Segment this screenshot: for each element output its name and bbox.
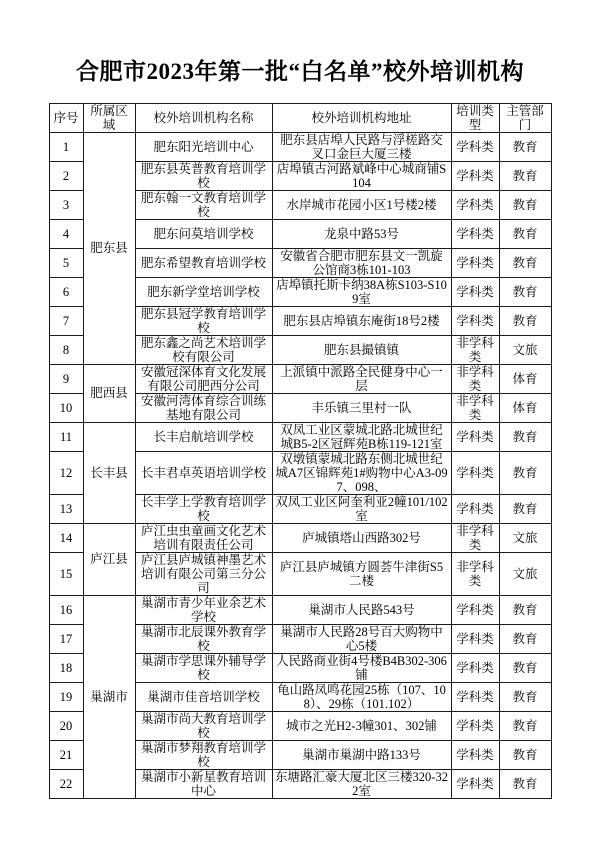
row-number-cell: 22	[49, 769, 83, 798]
institution-name-cell: 巢湖市梦翔教育培训学校	[135, 740, 272, 769]
training-type-cell: 非学科类	[451, 552, 499, 595]
institution-name-cell: 肥东希望教育培训学校	[135, 248, 272, 277]
table-body	[49, 132, 551, 798]
institution-name-cell: 肥东县英普教育培训学校	[135, 161, 272, 190]
whitelist-table	[49, 103, 552, 799]
region-cell: 肥东县	[83, 132, 135, 364]
row-number-cell: 10	[49, 393, 83, 422]
department-cell: 教育	[499, 595, 551, 624]
department-cell: 文旅	[499, 335, 551, 364]
training-type-cell: 学科类	[451, 740, 499, 769]
training-type-cell: 学科类	[451, 653, 499, 682]
training-type-cell: 非学科类	[451, 393, 499, 422]
department-cell: 教育	[499, 190, 551, 219]
col-header-region: 所属区域	[83, 103, 135, 132]
address-cell: 巢湖市人民路28号百大购物中心5楼	[272, 624, 451, 653]
table-row	[49, 132, 551, 161]
row-number-cell: 11	[49, 422, 83, 451]
institution-name-cell: 肥东阳光培训中心	[135, 132, 272, 161]
department-cell: 文旅	[499, 523, 551, 552]
address-cell: 城市之光H2-3幢301、302铺	[272, 711, 451, 740]
institution-name-cell: 巢湖市青少年业余艺术学校	[135, 595, 272, 624]
department-cell: 教育	[499, 711, 551, 740]
table-row	[49, 523, 551, 552]
institution-name-cell: 巢湖市尚大教育培训学校	[135, 711, 272, 740]
department-cell: 教育	[499, 132, 551, 161]
region-cell: 长丰县	[83, 422, 135, 523]
training-type-cell: 学科类	[451, 248, 499, 277]
institution-name-cell: 安徽冠深体育文化发展有限公司肥西分公司	[135, 364, 272, 393]
row-number-cell: 2	[49, 161, 83, 190]
institution-name-cell: 巢湖市学思课外辅导学校	[135, 653, 272, 682]
training-type-cell: 学科类	[451, 711, 499, 740]
department-cell: 教育	[499, 653, 551, 682]
training-type-cell: 学科类	[451, 219, 499, 248]
address-cell: 双墩镇蒙城北路东侧北城世纪城A7区锦辉苑1#购物中心A3-097、098、	[272, 451, 451, 494]
row-number-cell: 7	[49, 306, 83, 335]
department-cell: 教育	[499, 451, 551, 494]
department-cell: 教育	[499, 740, 551, 769]
training-type-cell: 学科类	[451, 624, 499, 653]
address-cell: 巢湖市人民路543号	[272, 595, 451, 624]
row-number-cell: 15	[49, 552, 83, 595]
department-cell: 教育	[499, 769, 551, 798]
row-number-cell: 13	[49, 494, 83, 523]
address-cell: 人民路商业街4号楼B4B302-306铺	[272, 653, 451, 682]
row-number-cell: 6	[49, 277, 83, 306]
row-number-cell: 8	[49, 335, 83, 364]
training-type-cell: 非学科类	[451, 364, 499, 393]
address-cell: 双凤工业区蒙城北路北城世纪城B5-2区冠辉苑B栋119-121室	[272, 422, 451, 451]
address-cell: 龟山路凤鸣花园25栋（107、108）、29栋（101.102）	[272, 682, 451, 711]
training-type-cell: 非学科类	[451, 335, 499, 364]
row-number-cell: 4	[49, 219, 83, 248]
department-cell: 教育	[499, 682, 551, 711]
page-title: 合肥市2023年第一批“白名单”校外培训机构	[76, 59, 524, 84]
training-type-cell: 学科类	[451, 451, 499, 494]
address-cell: 庐江县庐城镇方圆荟牛津街S5二楼	[272, 552, 451, 595]
address-cell: 店埠镇古河路斌峰中心城商铺S104	[272, 161, 451, 190]
region-cell: 肥西县	[83, 364, 135, 422]
institution-name-cell: 安徽河湾体育综合训练基地有限公司	[135, 393, 272, 422]
training-type-cell: 学科类	[451, 682, 499, 711]
institution-name-cell: 肥东新学堂培训学校	[135, 277, 272, 306]
training-type-cell: 学科类	[451, 595, 499, 624]
row-number-cell: 5	[49, 248, 83, 277]
training-type-cell: 学科类	[451, 161, 499, 190]
col-header-institution: 校外培训机构名称	[135, 103, 272, 132]
institution-name-cell: 长丰学上学教育培训学校	[135, 494, 272, 523]
row-number-cell: 17	[49, 624, 83, 653]
department-cell: 教育	[499, 422, 551, 451]
table-row	[49, 364, 551, 393]
table-header-row	[49, 103, 551, 132]
institution-name-cell: 长丰启航培训学校	[135, 422, 272, 451]
training-type-cell: 学科类	[451, 277, 499, 306]
address-cell: 店埠镇托斯卡纳38A栋S103-S109室	[272, 277, 451, 306]
address-cell: 上派镇中派路全民健身中心一层	[272, 364, 451, 393]
institution-name-cell: 巢湖市北辰课外教育学校	[135, 624, 272, 653]
address-cell: 丰乐镇三里村一队	[272, 393, 451, 422]
department-cell: 教育	[499, 161, 551, 190]
row-number-cell: 19	[49, 682, 83, 711]
training-type-cell: 学科类	[451, 422, 499, 451]
region-cell: 巢湖市	[83, 595, 135, 798]
department-cell: 教育	[499, 248, 551, 277]
row-number-cell: 12	[49, 451, 83, 494]
address-cell: 肥东县撮镇镇	[272, 335, 451, 364]
col-header-type: 培训类型	[451, 103, 499, 132]
address-cell: 巢湖市巢湖中路133号	[272, 740, 451, 769]
department-cell: 教育	[499, 624, 551, 653]
department-cell: 体育	[499, 364, 551, 393]
department-cell: 教育	[499, 219, 551, 248]
institution-name-cell: 肥东鑫之尚艺术培训学校有限公司	[135, 335, 272, 364]
institution-name-cell: 巢湖市佳音培训学校	[135, 682, 272, 711]
row-number-cell: 20	[49, 711, 83, 740]
address-cell: 水岸城市花园小区1号楼2楼	[272, 190, 451, 219]
institution-name-cell: 长丰君卓英语培训学校	[135, 451, 272, 494]
row-number-cell: 18	[49, 653, 83, 682]
institution-name-cell: 庐江虫虫童画文化艺术培训有限责任公司	[135, 523, 272, 552]
training-type-cell: 学科类	[451, 190, 499, 219]
address-cell: 肥东县店埠人民路与浮槎路交叉口金巨大厦三楼	[272, 132, 451, 161]
row-number-cell: 3	[49, 190, 83, 219]
address-cell: 庐城镇塔山西路302号	[272, 523, 451, 552]
training-type-cell: 非学科类	[451, 523, 499, 552]
department-cell: 文旅	[499, 552, 551, 595]
department-cell: 教育	[499, 277, 551, 306]
institution-name-cell: 肥东问莫培训学校	[135, 219, 272, 248]
address-cell: 安徽省合肥市肥东县文一凯旋公馆商3栋101-103	[272, 248, 451, 277]
row-number-cell: 9	[49, 364, 83, 393]
training-type-cell: 学科类	[451, 494, 499, 523]
institution-name-cell: 肥东翰一文教育培训学校	[135, 190, 272, 219]
address-cell: 双凤工业区阿奎利亚2幢101/102室	[272, 494, 451, 523]
table-row	[49, 422, 551, 451]
department-cell: 教育	[499, 494, 551, 523]
department-cell: 教育	[499, 306, 551, 335]
institution-name-cell: 肥东县冠学教育培训学校	[135, 306, 272, 335]
training-type-cell: 学科类	[451, 306, 499, 335]
col-header-address: 校外培训机构地址	[272, 103, 451, 132]
region-cell: 庐江县	[83, 523, 135, 595]
address-cell: 龙泉中路53号	[272, 219, 451, 248]
row-number-cell: 1	[49, 132, 83, 161]
row-number-cell: 14	[49, 523, 83, 552]
institution-name-cell: 巢湖市小新星教育培训中心	[135, 769, 272, 798]
address-cell: 肥东县店埠镇东庵街18号2楼	[272, 306, 451, 335]
table-row	[49, 595, 551, 624]
institution-name-cell: 庐江县庐城镇神墨艺术培训有限公司第三分公司	[135, 552, 272, 595]
col-header-department: 主管部门	[499, 103, 551, 132]
training-type-cell: 学科类	[451, 769, 499, 798]
department-cell: 体育	[499, 393, 551, 422]
row-number-cell: 21	[49, 740, 83, 769]
training-type-cell: 学科类	[451, 132, 499, 161]
address-cell: 东塘路汇豪大厦北区三楼320-322室	[272, 769, 451, 798]
row-number-cell: 16	[49, 595, 83, 624]
col-header-number: 序号	[49, 103, 83, 132]
